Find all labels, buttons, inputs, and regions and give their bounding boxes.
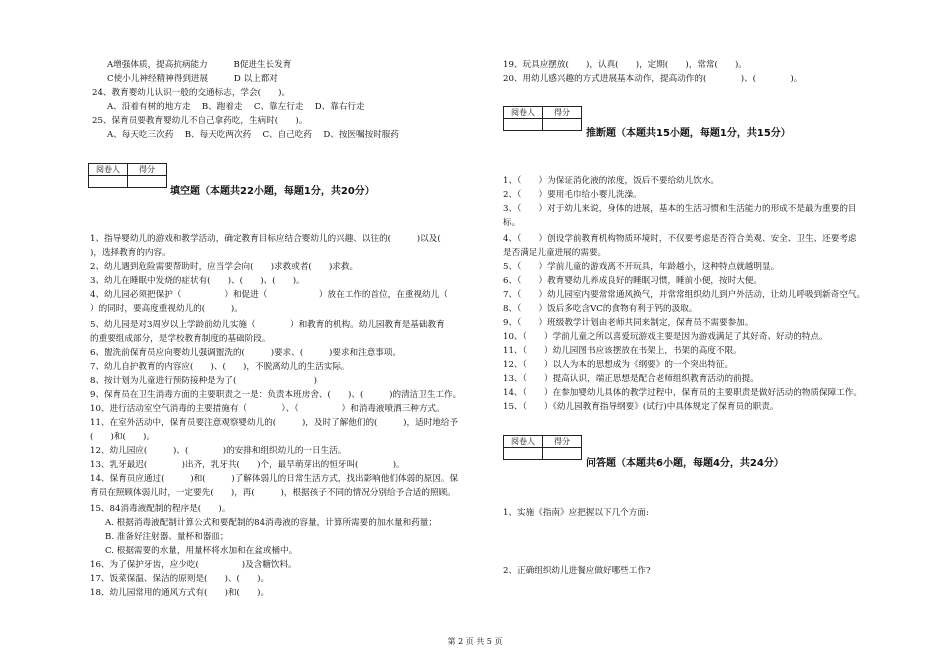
question-line: 19、玩具应摆放( )，认真( )，定期( )，常常( )。 [503,60,748,70]
reviewer-label: 阅卷人 [504,436,543,448]
question-line: 是否满足儿童进展的需要。 [503,248,607,258]
option-line: A. 根据消毒液配制计算公式和要配制的84消毒液的容量，计算所需要的加水量和药量； [105,518,437,528]
question-line: 9、保育员在卫生消毒方面的主要职责之一是：负责本班房舍、( )、( )的清洁卫生工作。 [90,390,462,400]
question-line: 1、指导婴幼儿的游戏和教学活动，确定教育目标应结合婴幼儿的兴趣、以往的( )以及( [90,234,458,244]
score-label: 得分 [128,164,167,176]
question-line: 标。 [503,218,521,228]
reviewer-label: 阅卷人 [504,107,543,119]
question-line: 5、幼儿园是对3周岁以上学龄前幼儿实施（ ）和教育的机构。幼儿园教育是基础教育 [90,320,445,330]
section-title-fill: 填空题（本题共22小题，每题1分，共20分） [170,186,375,197]
question-line: 3、（ ）对于幼儿来说，身体的进展，基本的生活习惯和生活能力的形成不是最为重要的目 [503,204,857,214]
question-line: 6、盥洗前保育员应向婴幼儿强调盥洗的( )要求、( )要求和注意事项。 [90,348,402,358]
question-line: 8、按计划为儿童进行预防接种是为了( ) [90,376,318,386]
question-line: 10、（ ）学前儿童之所以喜爱玩游戏主要是因为游戏满足了其好奇、好动的特点。 [503,332,828,342]
question-line: 12、幼儿园应( )、( )的安排和组织幼儿的一日生活。 [90,446,347,456]
section-title-judge: 推断题（本题共15小题，每题1分，共15分） [586,128,791,139]
reviewer-cell [89,176,128,188]
question-line: 2、正确组织幼儿进餐应做好哪些工作? [503,566,651,576]
score-cell [543,448,582,460]
question-line: 的重要组成部分，是学校教育制度的基础阶段。 [90,334,271,344]
question-line: 2、（ ）要用毛巾给小婴儿洗澡。 [503,190,642,200]
question-line: 9、（ ）班级教学计划由老师共同来制定，保育员不需要参加。 [503,318,754,328]
question-line: 25、保育员要教育婴幼儿不自己拿药吃，生病时( )。 [92,116,308,126]
score-label: 得分 [543,107,582,119]
reviewer-cell [504,448,543,460]
score-cell [543,119,582,131]
option-line: C使小儿神经精神得到进展 D 以上都对 [107,74,278,84]
section-title-qa: 问答题（本题共6小题，每题4分，共24分） [586,458,784,469]
question-line: )，选择教育的内容。 [90,248,171,258]
question-line: 5、（ ）学前儿童的游戏离不开玩具，年龄越小，这种特点就越明显。 [503,262,780,272]
question-line: 3、幼儿在睡眠中发烧的症状有( )、( )、( )。 [90,276,305,286]
question-line: 8、（ ）饭后多吃含VC的食物有利于钙的汲取。 [503,304,698,314]
question-line: 4、（ ）创设学前教育机构物质环境时，不仅要考虑是否符合美观、安全、卫生、还要考虑 [503,234,857,244]
question-line: 2、幼儿遇到危险需要帮助时，应当学会向( )求救或者( )求救。 [90,262,359,272]
question-line: 育员在照顾体弱儿时，一定要先( )，再( )，根据孩子不同的情况分别给予合适的照顾。 [90,488,456,498]
question-line: 7、（ ）幼儿园室内要常常通风换气，并常常组织幼儿到户外活动，让幼儿呼吸到新奇空气。 [503,290,866,300]
question-line: 15、（ ）《幼儿园教育指导纲要》(试行)中具体规定了保育员的职责。 [503,402,779,412]
question-line: 15、84消毒液配制的程序是( )。 [90,504,231,514]
score-box [88,163,167,188]
option-line: A、每天吃三次药 B、每天吃两次药 C、自己吃药 D、按医嘱按时服药 [107,130,399,140]
score-label: 得分 [543,436,582,448]
option-line: B. 准备好注射器、量杯和器皿； [105,532,229,542]
question-line: 10、进行活动室空气消毒的主要措施有（ ）、（ ）和消毒液喷洒三种方式。 [90,404,445,414]
score-cell [128,176,167,188]
question-line: 18、幼儿园常用的通风方式有( )和( )。 [90,588,270,598]
reviewer-label: 阅卷人 [89,164,128,176]
question-line: ）的同时，要高度重视幼儿的( )。 [90,304,243,314]
question-line: 1、（ ）为保证消化液的浓度，饭后不要给幼儿饮水。 [503,176,720,186]
score-box [503,106,582,131]
page-footer: 第 2 页 共 5 页 [447,637,503,646]
question-line: 17、饭菜保温、保洁的原则是( )、( )。 [90,574,270,584]
reviewer-cell [504,119,543,131]
question-line: 1、实施《指南》应把握以下几个方面: [503,508,649,518]
question-line: 6、（ ）教育婴幼儿养成良好的睡眠习惯，睡前小便，按时大便。 [503,276,762,286]
option-line: C. 根据需要的水量，用量杯将水加和在盆或桶中。 [105,546,298,556]
question-line: 24、教育婴幼儿认识一般的交通标志，学会( )。 [92,88,291,98]
question-line: 20、用幼儿感兴趣的方式进展基本动作，提高动作的( )、( )。 [503,74,803,84]
question-line: 4、幼儿园必须把保护（ ）和促进（ ）放在工作的首位，在重视幼儿（ [90,290,466,300]
question-line: 16、为了保护牙齿，应少吃( )及含糖饮料。 [90,560,297,570]
question-line: 14、（ ）在参加婴幼儿具体的教学过程中，保育员的主要职责是做好活动的物质保障工作。 [503,388,862,398]
question-line: 13、（ ）提高认识，端正思想是配合老师组织教育活动的前提。 [503,374,759,384]
question-line: 11、在室外活动中，保育员要注意观察婴幼儿的( )，及时了解他们的( )，适时地给予 [90,418,459,428]
question-line: 11、（ ）幼儿园图书应该摆放在书架上，书架的高度不限。 [503,346,742,356]
question-line: 12、（ ）以人为本的思想成为《纲要》的一个突出特征。 [503,360,734,370]
question-line: 14、保育员应通过( )和( )了解体弱儿的日常生活方式，找出影响他们体弱的原因。保 [90,474,459,484]
score-box [503,435,582,460]
option-line: A增强体质，提高抗病能力 B促进生长发育 [107,60,292,70]
option-line: A、沿着有树的地方走 B、跑着走 C、靠左行走 D、靠右行走 [107,102,365,112]
question-line: 7、幼儿自护教育的内容应( )、( )，不脱离幼儿的生活实际。 [90,362,350,372]
question-line: ( )和( )。 [90,432,155,442]
question-line: 13、乳牙最迟( )出齐，乳牙共( )个，最早萌芽出的恒牙叫( )。 [90,460,405,470]
